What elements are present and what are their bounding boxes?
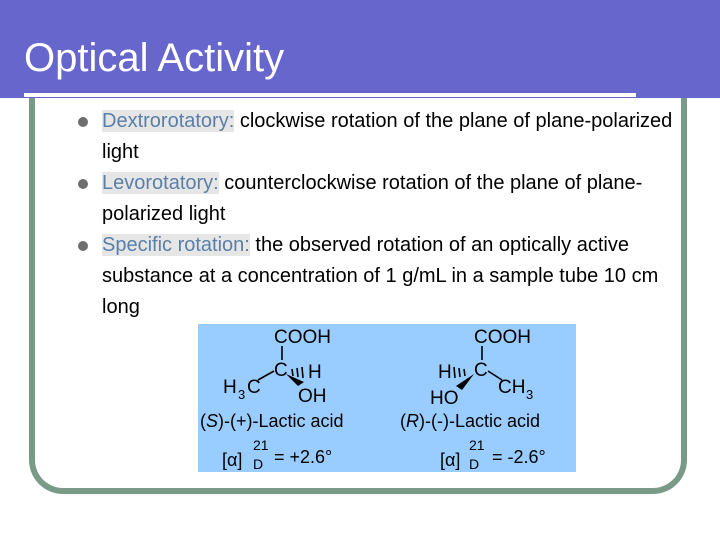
definition-dextrorotatory: clockwise rotation of the plane of plane-polarized light — [102, 110, 673, 163]
term-specific-rotation: Specific rotation: — [102, 234, 250, 256]
left-compound-name: (S)-(+)-Lactic acid — [200, 411, 344, 431]
left-cooh-label: COOH — [274, 327, 331, 348]
term-levorotatory: Levorotatory: — [102, 172, 219, 194]
s-lactic-acid-structure — [200, 327, 344, 472]
lactic-acid-structures — [198, 324, 576, 472]
definition-specific-rotation: the observed rotation of an optically active substance at a concentration of 1 g/mL in a sample tube 10 cm long — [102, 234, 659, 318]
right-rotation-temperature: 21 — [469, 437, 485, 453]
title-underline — [24, 93, 636, 97]
left-hashed-bond — [292, 367, 303, 378]
left-center-carbon: C — [274, 360, 288, 381]
bullet-dot-icon — [78, 117, 88, 127]
right-h-label: H — [438, 362, 452, 383]
left-rotation-value: = +2.6° — [274, 447, 333, 467]
left-rotation-symbol: [α] — [222, 450, 243, 470]
right-cooh-label: COOH — [474, 327, 531, 348]
right-center-carbon: C — [474, 360, 488, 381]
right-rotation-symbol: [α] — [440, 450, 461, 470]
right-rotation-value: = -2.6° — [492, 447, 546, 467]
r-lactic-acid-structure — [400, 327, 546, 472]
left-methyl-subscript: 3 — [238, 387, 246, 402]
title-bar — [0, 0, 720, 98]
bullet-specific-rotation — [102, 230, 692, 323]
right-ho-label: HO — [430, 388, 459, 409]
bullet-dot-icon — [78, 179, 88, 189]
right-wedge-bond — [456, 374, 474, 390]
right-rotation-wavelength: D — [469, 456, 480, 472]
left-oh-label: OH — [298, 386, 327, 407]
left-rotation-wavelength: D — [253, 456, 264, 472]
definition-levorotatory: counterclockwise rotation of the plane of plane-polarized light — [102, 172, 643, 225]
right-compound-name: (R)-(-)-Lactic acid — [400, 411, 541, 431]
right-hashed-bond — [454, 367, 465, 378]
lactic-acid-figure — [198, 324, 576, 472]
left-wedge-bond — [286, 374, 304, 386]
right-methyl-subscript: 3 — [526, 387, 534, 402]
left-h-label: H — [308, 362, 322, 383]
bullet-dot-icon — [78, 241, 88, 251]
bullet-levorotatory — [102, 168, 692, 230]
left-methyl-c: C — [247, 377, 261, 398]
bullet-dextrorotatory — [102, 106, 692, 168]
left-methyl-h: H — [223, 377, 237, 398]
slide-title: Optical Activity — [24, 36, 285, 80]
term-dextrorotatory: Dextrorotatory: — [102, 110, 235, 132]
left-rotation-temperature: 21 — [253, 437, 269, 453]
right-methyl-ch: CH — [498, 377, 526, 398]
